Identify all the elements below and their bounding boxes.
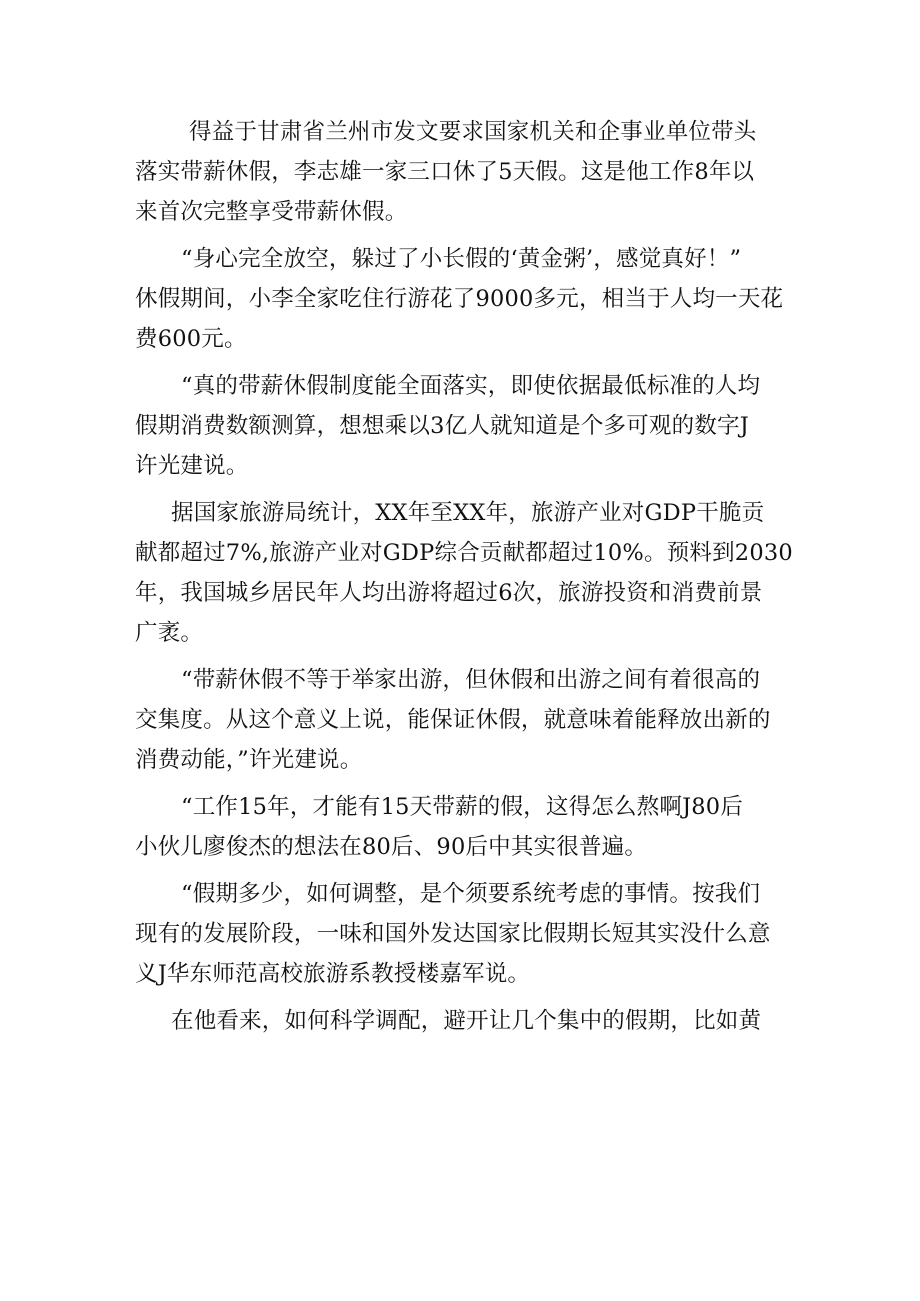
paragraph-7 [135,874,795,994]
paragraph-2 [135,239,795,359]
paragraph-line: 现有的发展阶段，一味和国外发达国家比假期长短其实没什么意 [135,921,771,947]
paragraph-6 [135,787,795,867]
paragraph-line: 得益于甘肃省兰州市发文要求国家机关和企事业单位带头 [189,119,757,145]
article-body [135,112,795,1048]
paragraph-4 [135,493,795,653]
paragraph-line: 义J华东师范高校旅游系教授楼嘉军说。 [135,961,531,987]
paragraph-line: 来首次完整享受带薪休假。 [135,199,408,225]
paragraph-line: 消费动能，”许光建说。 [135,747,363,773]
paragraph-line: “真的带薪休假制度能全面落实，即使依据最低标准的人均 [181,373,761,399]
paragraph-3 [135,366,795,486]
paragraph-line: 许光建说。 [135,453,249,479]
paragraph-line: 费600元。 [135,326,247,352]
paragraph-line: “假期多少，如何调整，是个须要系统考虑的事情。按我们 [181,881,761,907]
paragraph-line: 在他看来，如何科学调配，避开让几个集中的假期，比如黄 [171,1008,762,1034]
paragraph-line: “工作15年，才能有15天带薪的假，这得怎么熬啊J80后 [181,794,744,820]
paragraph-line: “带薪休假不等于举家出游，但休假和出游之间有着很高的 [181,667,761,693]
paragraph-5 [135,660,795,780]
paragraph-line: 假期消费数额测算，想想乘以3亿人就知道是个多可观的数字J [135,413,749,439]
paragraph-line: 小伙儿廖俊杰的想法在80后、90后中其实很普遍。 [135,834,648,860]
paragraph-1 [135,112,795,232]
paragraph-line: 休假期间，小李全家吃住行游花了9000多元，相当于人均一天花 [135,286,784,312]
paragraph-line: 交集度。从这个意义上说，能保证休假，就意味着能释放出新的 [135,707,771,733]
paragraph-line: 献都超过7%,旅游产业对GDP综合贡献都超过10%。预料到2030 [135,540,793,566]
paragraph-line: 据国家旅游局统计，XX年至XX年，旅游产业对GDP干脆贡 [171,500,765,526]
paragraph-line: 广袤。 [135,620,204,646]
paragraph-line: “身心完全放空，躲过了小长假的‘黄金粥’，感觉真好！” [181,246,742,272]
paragraph-line: 年，我国城乡居民年人均出游将超过6次，旅游投资和消费前景 [135,580,763,606]
paragraph-8 [135,1001,795,1041]
paragraph-line: 落实带薪休假，李志雄一家三口休了5天假。这是他工作8年以 [135,159,755,185]
